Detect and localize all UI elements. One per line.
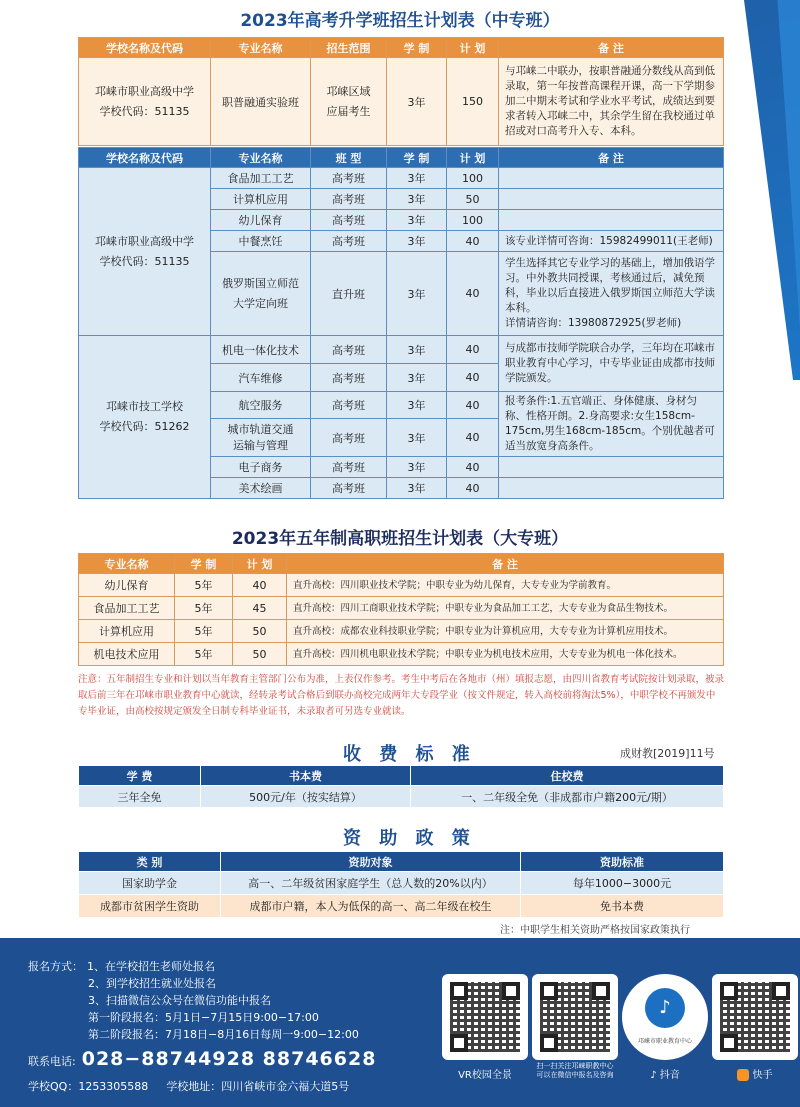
th-years: 学 制 [175, 554, 233, 574]
table-row-major: 中餐烹饪 [211, 231, 311, 252]
table-row-note: 直升高校：四川机电职业技术学院；中职专业为机电技术应用，大专专业为机电一体化技术。 [287, 643, 724, 666]
th-major: 专业名称 [211, 148, 311, 168]
th-school: 学校名称及代码 [79, 38, 211, 58]
table-row-major: 俄罗斯国立师范 大学定向班 [211, 252, 311, 336]
notice-text: 注意：五年制招生专业和计划以当年教育主管部门公布为准，上表仅作参考。考生中考后在各地市（州）填报志愿，由四川省教育考试院按计划录取，被录取后前三年在邛崃市职业教育中心就读，经转录考试合格后到联办高校完成两年大专段学业（按文件规定，转入高校前将淘汰5%），中职学校不再颁发中专毕业证，由高校按规定颁发全日制专科毕业证书，未录取者可另选专业就读。 [78, 674, 725, 717]
table-row-plan: 100 [447, 168, 499, 189]
table-row-note: 直升高校：成都农业科技职业学院；中职专业为计算机应用，大专专业为计算机应用技术。 [287, 620, 724, 643]
qr-vr-campus[interactable] [442, 974, 528, 1060]
phase-2: 第二阶段报名：7月18日−8月16日每周一9:00−12:00 [88, 1028, 359, 1041]
th-school: 学校名称及代码 [79, 148, 211, 168]
table-row-type: 直升班 [311, 252, 387, 336]
table-row-note: 直升高校：四川工商职业技术学院；中职专业为食品加工工艺，大专专业为食品生物技术。 [287, 597, 724, 620]
table-row-plan: 50 [233, 643, 287, 666]
th-major: 专业名称 [211, 38, 311, 58]
th-range: 招生范围 [311, 38, 387, 58]
table-row-standard: 免书本费 [521, 895, 724, 918]
table-row-type: 高考班 [311, 364, 387, 392]
fee-ref: 成财教[2019]11号 [620, 747, 715, 760]
phone-line [28, 1048, 376, 1070]
table-row-type: 高考班 [311, 189, 387, 210]
aid-title: 资 助 政 策 [343, 828, 476, 849]
table-row-major: 美术绘画 [211, 478, 311, 499]
cell-books: 500元/年（按实结算） [201, 786, 411, 808]
th-plan: 计 划 [447, 38, 499, 58]
table-row-type: 高考班 [311, 392, 387, 419]
table-row-years: 3年 [387, 457, 447, 478]
aid-note: 注：中职学生相关资助严格按国家政策执行 [500, 925, 690, 936]
title-dazhuan: 2023年五年制高职班招生计划表（大专班） [231, 529, 569, 549]
table-row-plan: 40 [447, 252, 499, 336]
th-tuition: 学 费 [79, 766, 201, 786]
table-row-major: 航空服务 [211, 392, 311, 419]
qr-kuaishou[interactable] [712, 974, 798, 1060]
table-row-plan: 40 [447, 231, 499, 252]
table-row-plan: 40 [447, 457, 499, 478]
th-plan: 计 划 [447, 148, 499, 168]
table-row-standard: 每年1000−3000元 [521, 872, 724, 895]
table-row-years: 3年 [387, 210, 447, 231]
th-note: 备 注 [287, 554, 724, 574]
phone-label: 联系电话: [28, 1055, 76, 1068]
table-row-years: 5年 [175, 643, 233, 666]
title-zhongzhuan: 2023年高考升学班招生计划表（中专班） [240, 11, 560, 31]
cell-school-51262: 邛崃市技工学校 学校代码：51262 [79, 336, 211, 499]
reg-label: 报名方式： [28, 960, 83, 973]
qr-wechat[interactable] [532, 974, 618, 1060]
cell-school-51135: 邛崃市职业高级中学 学校代码：51135 [79, 168, 211, 336]
footer [0, 938, 800, 1107]
table-row-major: 食品加工工艺 [211, 168, 311, 189]
qr-douyin[interactable] [622, 974, 708, 1060]
table-row-type: 高考班 [311, 168, 387, 189]
th-plan: 计 划 [233, 554, 287, 574]
reg-method-3: 3、扫描微信公众号在微信功能中报名 [88, 994, 271, 1007]
table-row-category: 国家助学金 [79, 872, 221, 895]
table-row-type: 高考班 [311, 457, 387, 478]
table-row-major: 机电技术应用 [79, 643, 175, 666]
cell-school: 邛崃市职业高级中学 学校代码：51135 [79, 58, 211, 146]
table-row-plan: 40 [447, 392, 499, 419]
reg-method-2: 2、到学校招生就业处报名 [88, 977, 216, 990]
table-row-type: 高考班 [311, 478, 387, 499]
table-row-note [499, 168, 724, 189]
table-row-years: 3年 [387, 231, 447, 252]
table-row-note: 直升高校：四川职业技术学院；中职专业为幼儿保育，大专专业为学前教育。 [287, 574, 724, 597]
th-books: 书本费 [201, 766, 411, 786]
qr-douyin-inner-label: 邛崃市职业教育中心 [637, 1038, 692, 1045]
table-row-type: 高考班 [311, 419, 387, 457]
table-row-plan: 100 [447, 210, 499, 231]
table-row-plan: 40 [447, 336, 499, 364]
school-address: 学校地址：四川省峡市金六福大道5号 [166, 1080, 350, 1093]
table-zhongzhuan-2 [78, 147, 724, 499]
th-dorm: 住校费 [411, 766, 724, 786]
table-row-plan: 50 [447, 189, 499, 210]
table-row-years: 3年 [387, 478, 447, 499]
table-aid [78, 851, 724, 918]
qr-kuaishou-caption [712, 1066, 798, 1081]
table-row-major: 电子商务 [211, 457, 311, 478]
table-row-years: 5年 [175, 597, 233, 620]
table-row-note: 该专业详情可咨询：15982499011(王老师) [499, 231, 724, 252]
table-row-years: 5年 [175, 620, 233, 643]
table-row-type: 高考班 [311, 210, 387, 231]
table-row-years: 3年 [387, 392, 447, 419]
table-row-years: 3年 [387, 419, 447, 457]
cell-years: 3年 [387, 58, 447, 146]
table-row-note: 学生选择其它专业学习的基础上，增加俄语学习。中外教共同授课，考核通过后，减免预科，毕业以后直接进入俄罗斯国立师范大学读本科。 详情请咨询：13980872925(罗老师) [499, 252, 724, 336]
table-row-plan: 50 [233, 620, 287, 643]
cell-range: 邛崃区域 应届考生 [311, 58, 387, 146]
table-row-major: 幼儿保育 [79, 574, 175, 597]
cell-dorm: 一、二年级全免（非成都市户籍200元/期） [411, 786, 724, 808]
qr-kuaishou-caption-text: 快手 [752, 1070, 773, 1081]
th-standard: 资助标准 [521, 852, 724, 872]
school-qq: 学校QQ：1253305588 [28, 1080, 149, 1093]
table-row-target: 成都市户籍，本人为低保的高一、高二年级在校生 [221, 895, 521, 918]
table-row-years: 3年 [387, 168, 447, 189]
table-row-note [499, 457, 724, 478]
qr-douyin-caption-text: 抖音 [659, 1070, 680, 1081]
qr-vr-caption: VR校园全景 [458, 1070, 512, 1081]
table-row-plan: 40 [233, 574, 287, 597]
douyin-icon: ♪ [650, 1070, 660, 1081]
th-major: 专业名称 [79, 554, 175, 574]
table-row-category: 成都市贫困学生资助 [79, 895, 221, 918]
table-row-plan: 45 [233, 597, 287, 620]
table-row-years: 3年 [387, 336, 447, 364]
table-row-years: 5年 [175, 574, 233, 597]
table-row-major: 计算机应用 [211, 189, 311, 210]
table-row-major: 城市轨道交通 运输与管理 [211, 419, 311, 457]
table-row-years: 3年 [387, 189, 447, 210]
th-type: 班 型 [311, 148, 387, 168]
qr-wechat-caption: 扫一扫关注邛崃职教中心 可以在微信中报名及咨询 [536, 1062, 614, 1079]
douyin-logo-icon: ♪ [645, 988, 685, 1028]
phase-1: 第一阶段报名：5月1日−7月15日9:00−17:00 [88, 1011, 319, 1024]
table-row-major: 食品加工工艺 [79, 597, 175, 620]
table-row-note: 报考条件:1.五官端正、身体健康、身材匀称、性格开朗。2.身高要求:女生158cm-175cm,男生168cm-185cm。个别优越者可适当放宽身高条件。 [499, 392, 724, 457]
reg-method-1: 1、在学校招生老师处报名 [87, 960, 215, 973]
th-target: 资助对象 [221, 852, 521, 872]
table-row-years: 3年 [387, 364, 447, 392]
cell-note: 与邛崃二中联办，按职普融通分数线从高到低录取，第一年按普高课程开课，高一下学期参加二中期末考试和学业水平考试，成绩达到要求者转入邛崃二中，其余学生留在我校通过单招或对口高考升入专、本科。 [499, 58, 724, 146]
table-row-note: 与成都市技师学院联合办学，三年均在邛崃市职业教育中心学习，中专毕业证由成都市技师学院颁发。 [499, 336, 724, 392]
table-row-note [499, 210, 724, 231]
table-zhongzhuan-1 [78, 37, 724, 146]
kuaishou-icon [737, 1069, 749, 1081]
th-years: 学 制 [387, 148, 447, 168]
table-row-major: 汽车维修 [211, 364, 311, 392]
table-row-plan: 40 [447, 419, 499, 457]
table-row-plan: 40 [447, 364, 499, 392]
table-row-major: 机电一体化技术 [211, 336, 311, 364]
table-fee [78, 765, 724, 808]
table-row-type: 高考班 [311, 231, 387, 252]
table-row-plan: 40 [447, 478, 499, 499]
th-years: 学 制 [387, 38, 447, 58]
cell-plan: 150 [447, 58, 499, 146]
th-note: 备 注 [499, 148, 724, 168]
phone-number[interactable]: 028−88744928 88746628 [81, 1048, 377, 1070]
table-row-target: 高一、二年级贫困家庭学生（总人数的20%以内） [221, 872, 521, 895]
th-note: 备 注 [499, 38, 724, 58]
fee-title: 收 费 标 准 [343, 744, 476, 765]
table-row-years: 3年 [387, 252, 447, 336]
cell-major: 职普融通实验班 [211, 58, 311, 146]
table-row-note [499, 478, 724, 499]
table-row-major: 计算机应用 [79, 620, 175, 643]
table-row-major: 幼儿保育 [211, 210, 311, 231]
cell-tuition: 三年全免 [79, 786, 201, 808]
table-row-type: 高考班 [311, 336, 387, 364]
table-dazhuan [78, 553, 724, 666]
qr-douyin-caption [622, 1066, 708, 1081]
table-row-note [499, 189, 724, 210]
th-category: 类 别 [79, 852, 221, 872]
